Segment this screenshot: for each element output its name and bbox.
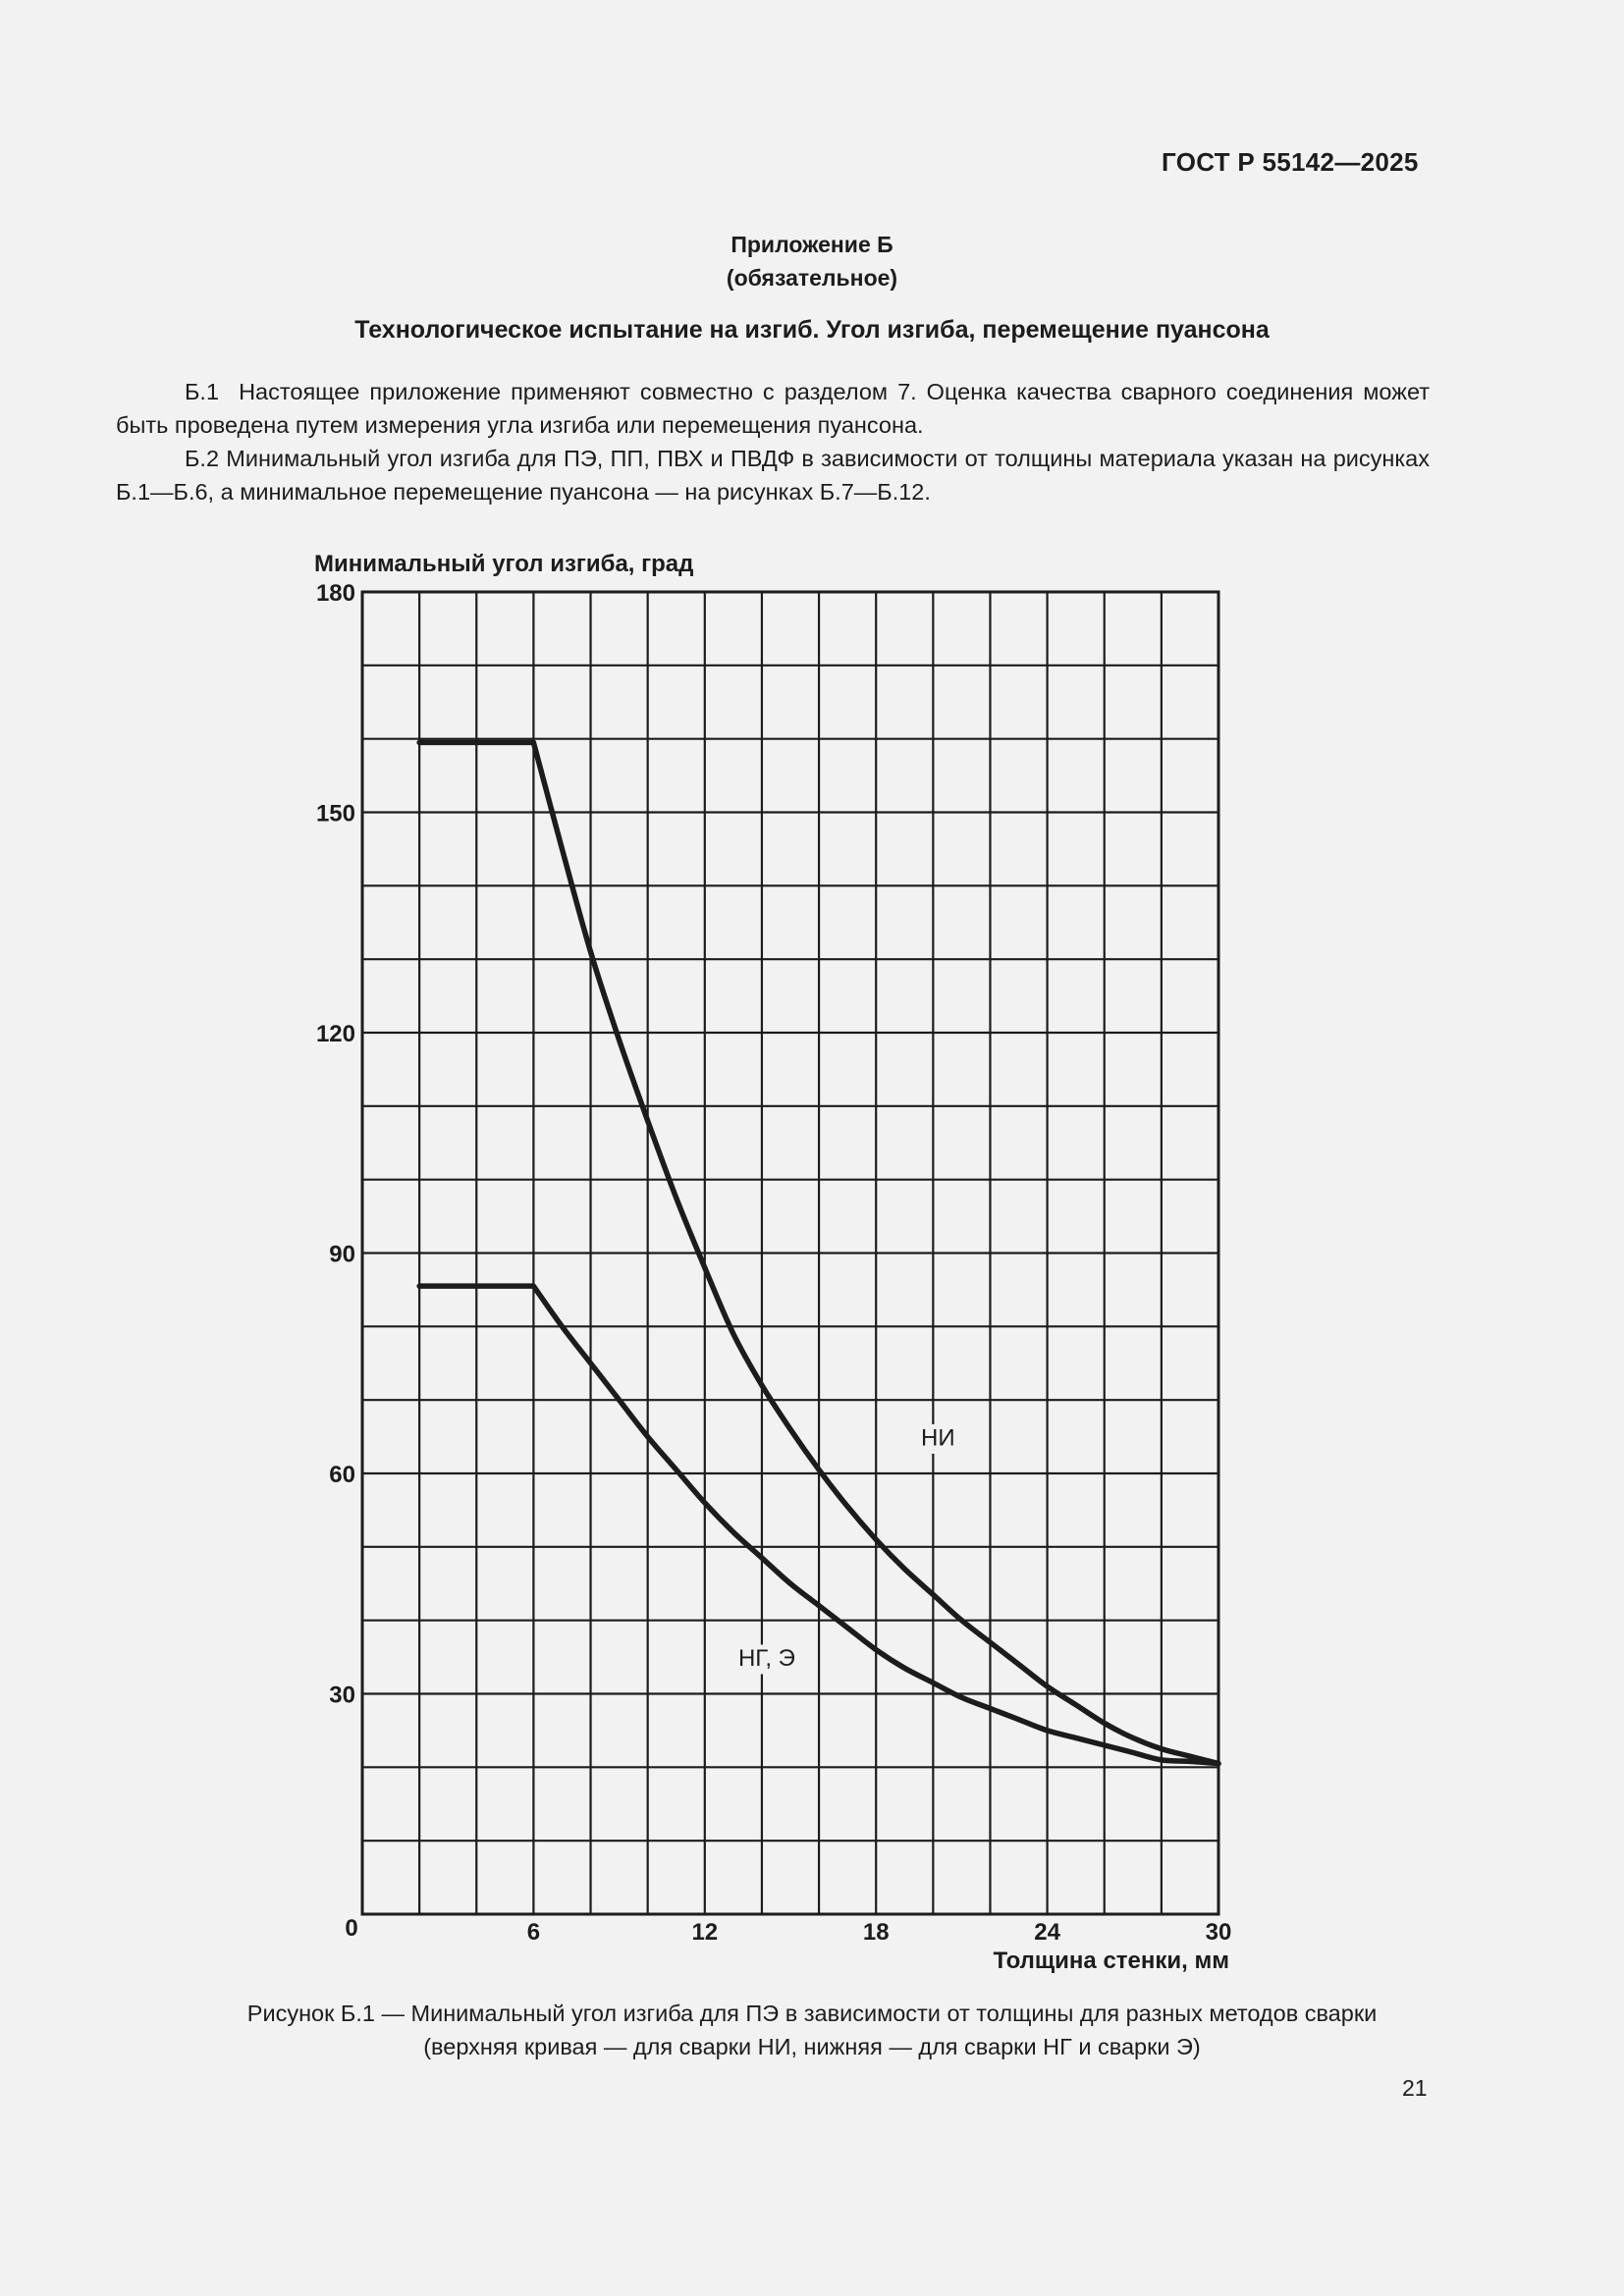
- caption-line-1: Рисунок Б.1 — Минимальный угол изгиба для ПЭ в зависимости от толщины для разных методов сварки: [246, 2001, 1378, 2026]
- paragraph-text: Минимальный угол изгиба для ПЭ, ПП, ПВХ и ПВДФ в зависимости от толщины материала указан на рисунках Б.1—Б.6, а минимальное перемещение пуансона — на рисунках Б.7—Б.12.: [116, 446, 1430, 505]
- x-tick-label: 0: [345, 1915, 358, 1942]
- figure-caption: [0, 1997, 1624, 2063]
- x-tick-label: 12: [691, 1919, 719, 1946]
- y-tick-label: 150: [315, 800, 355, 828]
- document-code: ГОСТ Р 55142—2025: [1162, 147, 1419, 177]
- x-tick-label: 30: [1205, 1919, 1232, 1946]
- paragraph-label: Б.1: [185, 379, 220, 404]
- page-number: 21: [1402, 2075, 1428, 2101]
- paragraph-label: Б.2: [185, 446, 220, 471]
- x-axis-label: Толщина стенки, мм: [993, 1948, 1229, 1974]
- curve-annotation-1: НИ: [921, 1424, 955, 1452]
- appendix-status: (обязательное): [726, 265, 898, 291]
- y-tick-label: 120: [315, 1021, 355, 1047]
- section-title: Технологическое испытание на изгиб. Угол изгиба, перемещение пуансона: [354, 316, 1270, 344]
- curve-annotation-2: НГ, Э: [737, 1645, 795, 1673]
- y-axis-label: Минимальный угол изгиба, град: [314, 551, 694, 577]
- chart-labels: [314, 551, 1231, 1974]
- x-tick-label: 18: [862, 1919, 890, 1946]
- y-tick-label: 60: [329, 1462, 355, 1488]
- caption-line-2: (верхняя кривая — для сварки НИ, нижняя — для сварки НГ и сварки Э): [423, 2034, 1201, 2059]
- y-tick-label: 90: [329, 1241, 355, 1268]
- y-tick-label: 30: [329, 1682, 355, 1709]
- x-tick-label: 6: [526, 1919, 541, 1946]
- x-tick-label: 24: [1034, 1919, 1060, 1946]
- y-tick-label: 180: [315, 580, 355, 607]
- appendix-title: Приложение Б: [731, 232, 893, 257]
- paragraph-text: Настоящее приложение применяют совместно с разделом 7. Оценка качества сварного соединения может быть проведена путем измерения угла изгиба или перемещения пуансона.: [116, 379, 1430, 438]
